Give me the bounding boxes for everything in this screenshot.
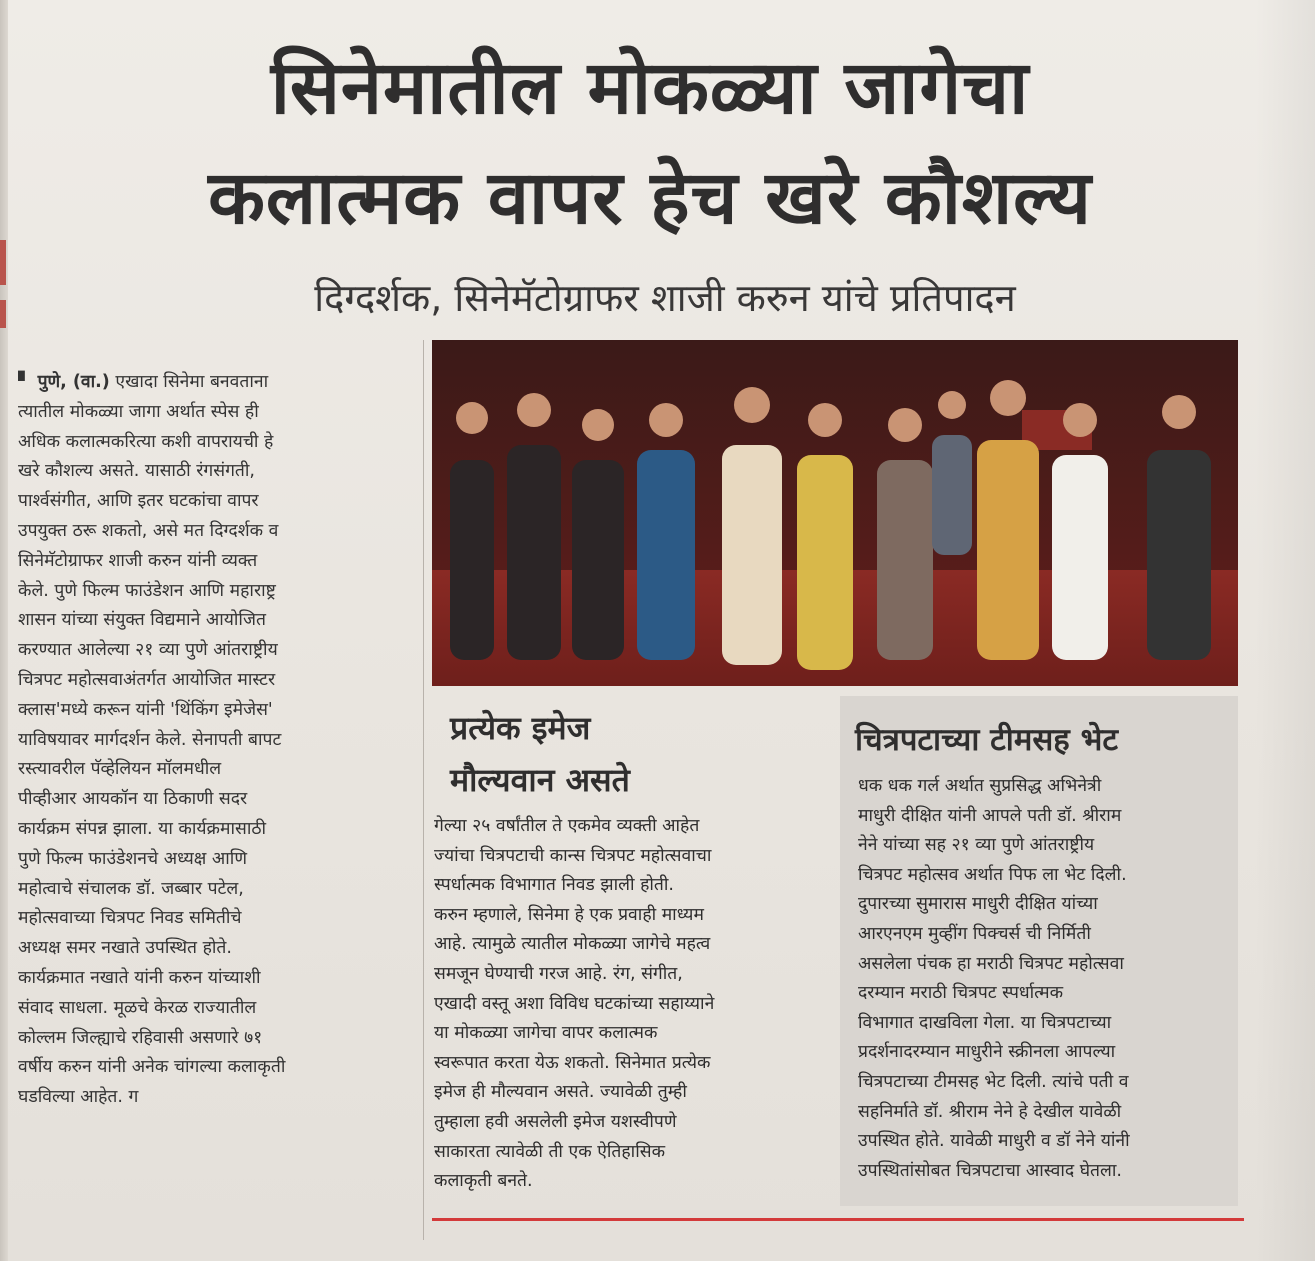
article-line: पार्श्वसंगीत, आणि इतर घटकांचा वापर [18,491,259,512]
article-line: साकारता त्यावेळी ती एक ऐतिहासिक [434,1141,666,1162]
adjacent-page-mark [0,300,6,328]
article-line: आरएनएम मुव्हींग पिक्चर्स ची निर्मिती [858,923,1091,944]
article-line: एखादी वस्तू अशा विविध घटकांच्या सहाय्याने [434,993,715,1014]
article-line: या मोकळ्या जागेचा वापर कलात्मक [434,1023,658,1044]
article-line: माधुरी दीक्षित यांनी आपले पती डॉ. श्रीराम [858,805,1122,826]
article-line: रस्त्यावरील पॅव्हेलियन मॉलमधील [18,759,222,780]
article-line: कोल्लम जिल्ह्याचे रहिवासी असणारे ७१ [18,1027,263,1048]
article-line: इमेज ही मौल्यवान असते. ज्यावेळी तुम्ही [434,1082,687,1103]
article-line: नेने यांच्या सह २१ व्या पुणे आंतराष्ट्रीय [858,835,1095,856]
article-line: उपयुक्त ठरू शकतो, असे मत दिग्दर्शक व [18,520,279,541]
article-line: करण्यात आलेल्या २१ व्या पुणे आंतराष्ट्रीय [18,640,278,661]
article-line: चित्रपटाच्या टीमसह भेट दिली. त्यांचे पती व [858,1071,1129,1092]
article-line: कार्यक्रम संपन्न झाला. या कार्यक्रमासाठी [18,818,267,839]
article-line: क्लास'मध्ये करून यांनी 'थिंकिंग इमेजेस' [18,699,273,720]
article-line: ज्यांचा चित्रपटाची कान्स चित्रपट महोत्सवाचा [434,845,712,866]
article-line: करुन म्हणाले, सिनेमा हे एक प्रवाही माध्यम [434,904,704,925]
column-divider [423,340,424,1240]
article-line: सिनेमॅटोग्राफर शाजी करुन यांनी व्यक्त [18,550,258,571]
dateline: ▘ पुणे, (वा.) [18,372,110,392]
article-line: दुपारच्या सुमारास माधुरी दीक्षित यांच्या [858,894,1098,915]
article-line-text: एखादा सिनेमा बनवताना [115,372,269,392]
mid-subheading-line-2: मौल्यवान असते [450,761,630,799]
article-line: पीव्हीआर आयकॉन या ठिकाणी सदर [18,789,248,810]
article-line: पुणे फिल्म फाउंडेशनचे अध्यक्ष आणि [18,848,247,869]
article-line: शासन यांच्या संयुक्त विद्यमाने आयोजित [18,610,266,631]
article-line: स्पर्धात्मक विभागात निवड झाली होती. [434,875,674,896]
article-line: स्वरूपात करता येऊ शकतो. सिनेमात प्रत्येक [434,1052,711,1073]
page-edge [0,0,8,1261]
event-group-photo [432,340,1238,686]
mid-subheading-line-1: प्रत्येक इमेज [450,709,591,747]
dateline-text: पुणे, (वा.) [37,372,110,392]
article-line: खरे कौशल्य असते. यासाठी रंगसंगती, [18,461,255,482]
article-line: आहे. त्यामुळे त्यातील मोकळ्या जागेचे महत्व [434,934,711,955]
article-line: सहनिर्माते डॉ. श्रीराम नेने हे देखील यावेळी [858,1101,1122,1122]
article-line: संवाद साधला. मूळचे केरळ राज्यातील [18,997,257,1018]
article-line: कार्यक्रमात नखाते यांनी करुन यांच्याशी [18,967,261,988]
article-line: प्रदर्शनादरम्यान माधुरीने स्क्रीनला आपल्या [858,1042,1116,1063]
article-line [18,368,410,398]
adjacent-page-mark [0,240,6,285]
article-line: उपस्थितांसोबत चित्रपटाचा आस्वाद घेतला. [858,1160,1122,1181]
left-article-column [18,368,410,1113]
page-shadow [1255,0,1315,1261]
article-line: अधिक कलात्मकरित्या कशी वापरायची हे [18,431,274,452]
bottom-red-rule [432,1218,1244,1221]
article-line: महोत्सवाच्या चित्रपट निवड समितीचे [18,908,242,929]
article-line: उपस्थित होते. यावेळी माधुरी व डॉ नेने यांनी [858,1131,1130,1152]
sidebar-heading: चित्रपटाच्या टीमसह भेट [855,722,1118,758]
article-line: अध्यक्ष समर नखाते उपस्थित होते. [18,938,232,959]
article-line: धक धक गर्ल अर्थात सुप्रसिद्ध अभिनेत्री [858,776,1102,796]
article-line: केले. पुणे फिल्म फाउंडेशन आणि महाराष्ट्र [18,580,276,601]
article-line: महोत्वाचे संचालक डॉ. जब्बार पटेल, [18,878,244,899]
article-line: घडविल्या आहेत. ग [18,1087,139,1108]
article-line: त्यातील मोकळ्या जागा अर्थात स्पेस ही [18,401,259,422]
article-line: असलेला पंचक हा मराठी चित्रपट महोत्सवा [858,953,1124,974]
subheadline: दिग्दर्शक, सिनेमॅटोग्राफर शाजी करुन यांचे प्रतिपादन [314,276,1016,320]
article-line: गेल्या २५ वर्षांतील ते एकमेव व्यक्ती आहेत [434,816,700,836]
mid-article-column [434,812,820,1197]
headline-line-2: कलात्मक वापर हेच खरे कौशल्य [208,155,1092,241]
article-line: चित्रपट महोत्सवाअंतर्गत आयोजित मास्टर [18,669,276,690]
article-line: कलाकृती बनते. [434,1171,533,1192]
mid-subheading [450,702,790,806]
headline-line-1: सिनेमातील मोकळ्या जागेचा [270,45,1030,131]
article-line: चित्रपट महोत्सव अर्थात पिफ ला भेट दिली. [858,864,1127,885]
article-line: समजून घेण्याची गरज आहे. रंग, संगीत, [434,963,683,984]
article-line: तुम्हाला हवी असलेली इमेज यशस्वीपणे [434,1111,677,1132]
article-line: वर्षीय करुन यांनी अनेक चांगल्या कलाकृती [18,1057,286,1078]
sidebar-article-column [858,772,1230,1186]
article-line: दरम्यान मराठी चित्रपट स्पर्धात्मक [858,983,1064,1004]
article-line: विभागात दाखविला गेला. या चित्रपटाच्या [858,1012,1112,1033]
article-line: याविषयावर मार्गदर्शन केले. सेनापती बापट [18,729,282,750]
